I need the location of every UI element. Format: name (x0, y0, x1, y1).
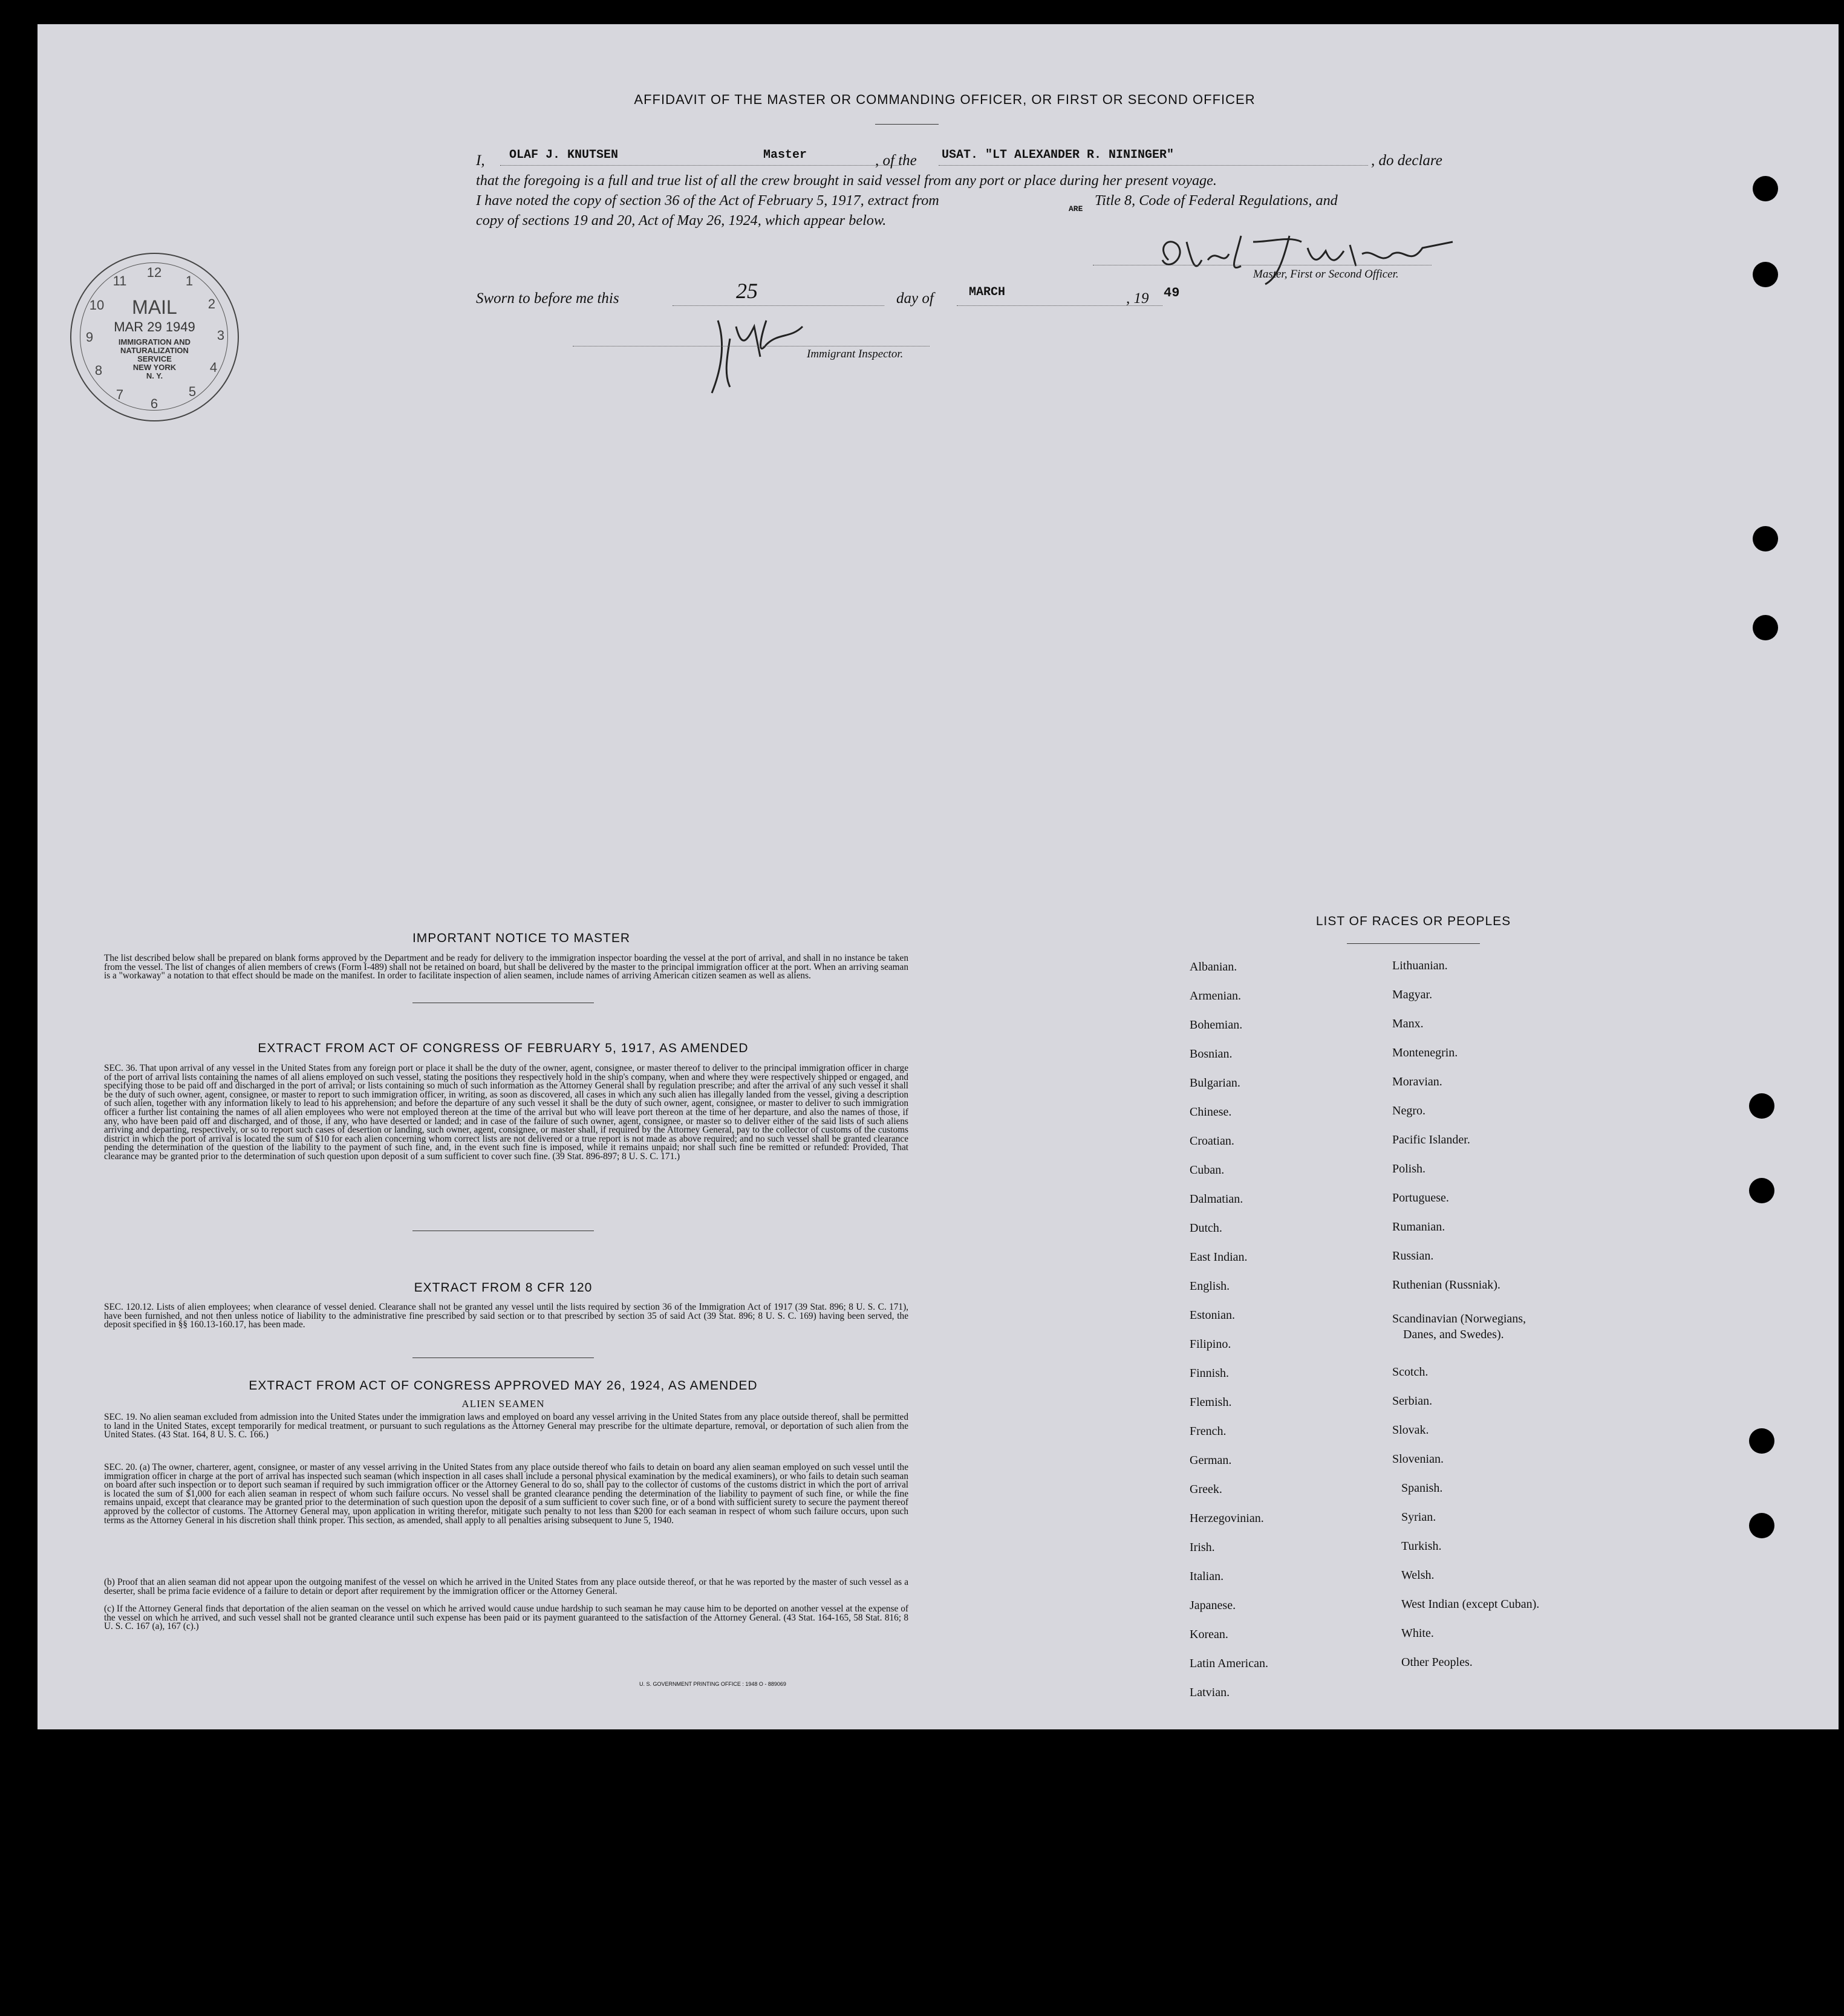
race-left: Latin American. (1190, 1657, 1268, 1670)
race-left: German. (1190, 1454, 1232, 1467)
svg-text:2: 2 (207, 296, 216, 311)
stamp-line-2: NATURALIZATION (120, 346, 189, 355)
punch-hole (1753, 526, 1778, 551)
svg-text:12: 12 (146, 265, 162, 280)
affidavit-line-4: copy of sections 19 and 20, Act of May 26, 1924, which appear below. (476, 212, 887, 229)
race-left: Herzegovinian. (1190, 1512, 1264, 1525)
svg-text:4: 4 (209, 360, 218, 375)
stamp-top: MAIL (132, 296, 177, 318)
inspector-signature (700, 302, 821, 399)
extract-8cfr-title: EXTRACT FROM 8 CFR 120 (414, 1281, 593, 1295)
affidavit-title: AFFIDAVIT OF THE MASTER OR COMMANDING OFFICER, OR FIRST OR SECOND OFFICER (634, 92, 1256, 107)
of-the-label: , of the (875, 152, 917, 169)
race-right: Polish. (1392, 1162, 1426, 1175)
race-left: Bosnian. (1190, 1047, 1233, 1061)
race-left: Dutch. (1190, 1221, 1222, 1235)
race-left: Greek. (1190, 1483, 1222, 1496)
race-left: Albanian. (1190, 960, 1237, 974)
svg-text:5: 5 (188, 384, 197, 399)
punch-hole (1749, 1178, 1774, 1203)
race-right: Pacific Islander. (1392, 1133, 1470, 1146)
race-left: Japanese. (1190, 1599, 1236, 1612)
sworn-year: 49 (1164, 285, 1180, 301)
immigration-stamp (70, 253, 239, 421)
stamp-date: MAR 29 1949 (114, 319, 195, 334)
race-left: Estonian. (1190, 1309, 1235, 1322)
svg-text:9: 9 (85, 330, 94, 345)
punch-hole (1749, 1513, 1774, 1538)
punch-hole (1753, 176, 1778, 201)
race-right: Turkish. (1401, 1540, 1442, 1553)
stamp-line-3: SERVICE (137, 354, 172, 363)
punch-hole (1753, 615, 1778, 640)
svg-text:10: 10 (89, 298, 105, 313)
svg-text:6: 6 (150, 396, 158, 411)
race-right: Negro. (1392, 1104, 1425, 1117)
race-right: Rumanian. (1392, 1220, 1445, 1234)
extract-1917-title: EXTRACT FROM ACT OF CONGRESS OF FEBRUARY 5, 1917, AS AMENDED (258, 1041, 749, 1055)
extract-1924-sec20c: (c) If the Attorney General finds that deportation of the alien seaman on the vessel on which he arrived would cause undue hardship to such seaman he may cause him to be deported on another vessel at the expense of the vessel on which he arrived, and such vessel shall not be granted clearance until such expense has been paid or its payment guaranteed to the satisfaction of the Attorney General. (43 Stat. 164-165, 58 Stat. 816; 8 U. S. C. 167 (a), 167 (c).) (104, 1604, 908, 1632)
day-of-label: day of (896, 290, 934, 307)
printer-imprint: U. S. GOVERNMENT PRINTING OFFICE : 1948 O - 889069 (639, 1681, 786, 1687)
race-left: Flemish. (1190, 1396, 1232, 1409)
extract-8cfr-text: SEC. 120.12. Lists of alien employees; when clearance of vessel denied. Clearance shall not be granted any vessel until the lists required by section 36 of the Immigration Act of 1917 (39 Stat. 896; 8 U. S. C. 171), have been furnished, and not then unless notice of liability to the administrative fine prescribed by said section or to that prescribed by section 35 of said Act (39 Stat. 896; 8 U. S. C. 169) having been served, the deposit specified in §§ 160.13-160.17, has been made. (104, 1302, 908, 1330)
race-right: Ruthenian (Russniak). (1392, 1278, 1500, 1292)
i-label: I, (476, 152, 485, 169)
race-right: Montenegrin. (1392, 1046, 1458, 1059)
extract-1917-text: SEC. 36. That upon arrival of any vessel in the United States from any foreign port or place it shall be the duty of the owner, agent, consignee, or master thereof to deliver to the principal immigration officer in charge of the port of arrival lists containing the names of all aliens employed on such vessel, stating the positions they respectively hold in the ship's company, when and where they were respectively shipped or engaged, and specifying those to be paid off and discharged in the port of arrival; or lists containing so much of such information as the Attorney General shall by regulation prescribe; and after the arrival of any such vessel it shall be the duty of such owner, agent, consignee, or master to report to such immigration officer, in writing, as soon as discovered, all cases in which any such alien has illegally landed from the vessel, giving a description of such alien, together with any information likely to lead to his apprehension; and before the departure of any such vessel it shall be the duty of such owner, agent, consignee, or master to deliver to such immigration officer a further list containing the names of all alien employees who were not employed thereon at the time of the arrival but who will leave port thereon at the time of her departure, and also the names of those, if any, who have been paid off and discharged, and of those, if any, who have deserted or landed; and in case of the failure of such owner, agent, consignee, or master so to deliver either of the said lists of such aliens arriving and departing, respectively, or so to report such cases of desertion or landing, such owner, agent, consignee, or master shall, if required by the Attorney General, pay to the collector of customs of the customs district in which the port of arrival is located the sum of $10 for each alien concerning whom correct lists are not delivered or a true report is not made as above required; and no such vessel shall be granted clearance pending the determination of the question of the liability to the payment of such fine, and, in the event such fine is imposed, while it remains unpaid; nor shall such fine be remitted or refunded: Provided, That clearance may be granted prior to the determination of such question upon deposit of a sum sufficient to cover such fine. (39 Stat. 896-897; 8 U. S. C. 171.) (104, 1063, 908, 1162)
extract-1924-sec19: SEC. 19. No alien seaman excluded from admission into the United States under the immigration laws and employed on board any vessel arriving in the United States from any place outside thereof, shall be permitted to land in the United States, except temporarily for medical treatment, or pursuant to such regulations as the Attorney General may prescribe for the ultimate departure, removal, or deportation of such alien from the United States. (43 Stat. 164, 8 U. S. C. 166.) (104, 1412, 908, 1440)
stamp-line-5: N. Y. (146, 371, 163, 380)
race-right: Spanish. (1401, 1481, 1443, 1495)
race-right: Serbian. (1392, 1394, 1433, 1408)
race-left: English. (1190, 1280, 1230, 1293)
affidavit-line-3b: Title 8, Code of Federal Regulations, and (1095, 192, 1338, 209)
race-right: Danes, and Swedes). (1403, 1328, 1504, 1341)
extract-1924-title: EXTRACT FROM ACT OF CONGRESS APPROVED MAY 26, 1924, AS AMENDED (249, 1379, 758, 1393)
race-left: Chinese. (1190, 1105, 1232, 1119)
svg-text:1: 1 (185, 273, 194, 288)
officer-name: OLAF J. KNUTSEN (509, 148, 619, 162)
race-right: Welsh. (1401, 1569, 1435, 1582)
do-declare-label: , do declare (1371, 152, 1442, 169)
race-left: Irish. (1190, 1541, 1215, 1554)
race-left: Latvian. (1190, 1686, 1230, 1699)
race-left: Bulgarian. (1190, 1076, 1240, 1090)
race-right: Magyar. (1392, 988, 1433, 1001)
race-left: Italian. (1190, 1570, 1224, 1583)
notice-title: IMPORTANT NOTICE TO MASTER (412, 931, 631, 945)
title-underline (875, 124, 939, 125)
race-left: Filipino. (1190, 1338, 1231, 1351)
extract-1924-subtitle: ALIEN SEAMEN (461, 1398, 545, 1410)
race-right: Moravian. (1392, 1075, 1442, 1088)
race-left: East Indian. (1190, 1250, 1248, 1264)
document-sheet (37, 24, 1839, 1729)
extract-1924-sec20b: (b) Proof that an alien seaman did not appear upon the outgoing manifest of the vessel on which he arrived in the United States from any place outside thereof, or that he was reported by the master of such vessel as a deserter, shall be prima facie evidence of a failure to detain or deport after requirement by the immigration officer or the Attorney General. (104, 1577, 908, 1596)
punch-hole (1749, 1093, 1774, 1119)
svg-text:11: 11 (112, 273, 127, 288)
race-right: West Indian (except Cuban). (1401, 1598, 1540, 1611)
race-left: Croatian. (1190, 1134, 1234, 1148)
race-right: Other Peoples. (1401, 1656, 1473, 1669)
race-left: Armenian. (1190, 989, 1241, 1003)
affidavit-insert: ARE (1069, 204, 1083, 213)
affidavit-line-2: that the foregoing is a full and true list of all the crew brought in said vessel from any port or place during her present voyage. (476, 172, 1217, 189)
stamp-line-1: IMMIGRATION AND (118, 337, 191, 346)
race-right: Scandinavian (Norwegians, (1392, 1312, 1526, 1325)
race-left: Dalmatian. (1190, 1192, 1243, 1206)
races-title: LIST OF RACES OR PEOPLES (1315, 914, 1511, 928)
sworn-day: 25 (736, 279, 758, 303)
officer-name-line (500, 165, 899, 166)
race-left: Cuban. (1190, 1163, 1225, 1177)
race-right: Portuguese. (1392, 1191, 1449, 1205)
race-right: Russian. (1392, 1249, 1434, 1263)
svg-text:7: 7 (116, 387, 124, 402)
punch-hole (1753, 262, 1778, 287)
master-signature-caption: Master, First or Second Officer. (1253, 268, 1399, 281)
vessel-name: USAT. "LT ALEXANDER R. NININGER" (942, 148, 1174, 162)
race-right: White. (1401, 1627, 1434, 1640)
officer-rank: Master (763, 148, 807, 162)
race-right: Scotch. (1392, 1365, 1429, 1379)
sworn-label: Sworn to before me this (476, 290, 619, 307)
race-right: Syrian. (1401, 1510, 1436, 1524)
extract-1924-sec20a: SEC. 20. (a) The owner, charterer, agent, consignee, or master of any vessel arriving in the United States from any place outside thereof who fails to detain on board any alien seaman employed on such vessel until the immigration officer in charge at the port of arrival has inspected such seaman (which inspection in all cases shall include a personal physical examination by the medical examiners), or who fails to detain such seaman on board after such inspection or to deport such seaman if required by such immigration officer or the Attorney General to do so, shall pay to the collector of customs of the customs district in which the port of arrival is located the sum of $1,000 for each alien seaman in respect of whom such failure occurs. No vessel shall be granted clearance pending the determination of the liability to payment of such fine, or while the fine remains unpaid, except that clearance may be granted prior to the determination of such question upon the deposit of a sum sufficient to cover such fine, or of a bond with sufficient surety to secure the payment thereof approved by the collector of customs. The Attorney General may, upon application in writing therefor, mitigate such penalty to not less than $200 for each seaman in respect of whom such failure occurs, upon such terms as the Attorney General in his discretion shall think proper. This section, as amended, shall apply to all penalties arising subsequent to June 5, 1940. (104, 1462, 908, 1526)
punch-hole (1749, 1428, 1774, 1454)
race-left: Bohemian. (1190, 1018, 1243, 1032)
race-right: Slovak. (1392, 1423, 1429, 1437)
race-left: Korean. (1190, 1628, 1228, 1641)
sworn-month: MARCH (969, 285, 1006, 299)
race-left: French. (1190, 1425, 1227, 1438)
races-divider (1347, 943, 1480, 944)
stamp-line-4: NEW YORK (132, 363, 177, 372)
year-prefix: , 19 (1126, 290, 1149, 307)
svg-text:3: 3 (217, 328, 225, 343)
svg-text:8: 8 (94, 363, 103, 378)
notice-text: The list described below shall be prepared on blank forms approved by the Department and be ready for delivery to the immigration inspector boarding the vessel at the port of arrival, and shall in no instance be taken from the vessel. The list of changes of alien members of crews (Form I-489) shall not be retained on board, but shall be delivered by the master to the principal immigration officer at the port. When an arriving seaman is a "workaway" a notation to that effect should be made on the manifest. In order to facilitate inspection of alien seamen, include names of arriving American citizen seamen as well as aliens. (104, 953, 908, 981)
affidavit-line-3a: I have noted the copy of section 36 of the Act of February 5, 1917, extract from (476, 192, 939, 209)
vessel-line (939, 165, 1368, 166)
race-right: Slovenian. (1392, 1452, 1444, 1466)
race-right: Manx. (1392, 1017, 1424, 1030)
race-left: Finnish. (1190, 1367, 1230, 1380)
inspector-caption: Immigrant Inspector. (807, 348, 904, 360)
race-right: Lithuanian. (1392, 959, 1448, 972)
